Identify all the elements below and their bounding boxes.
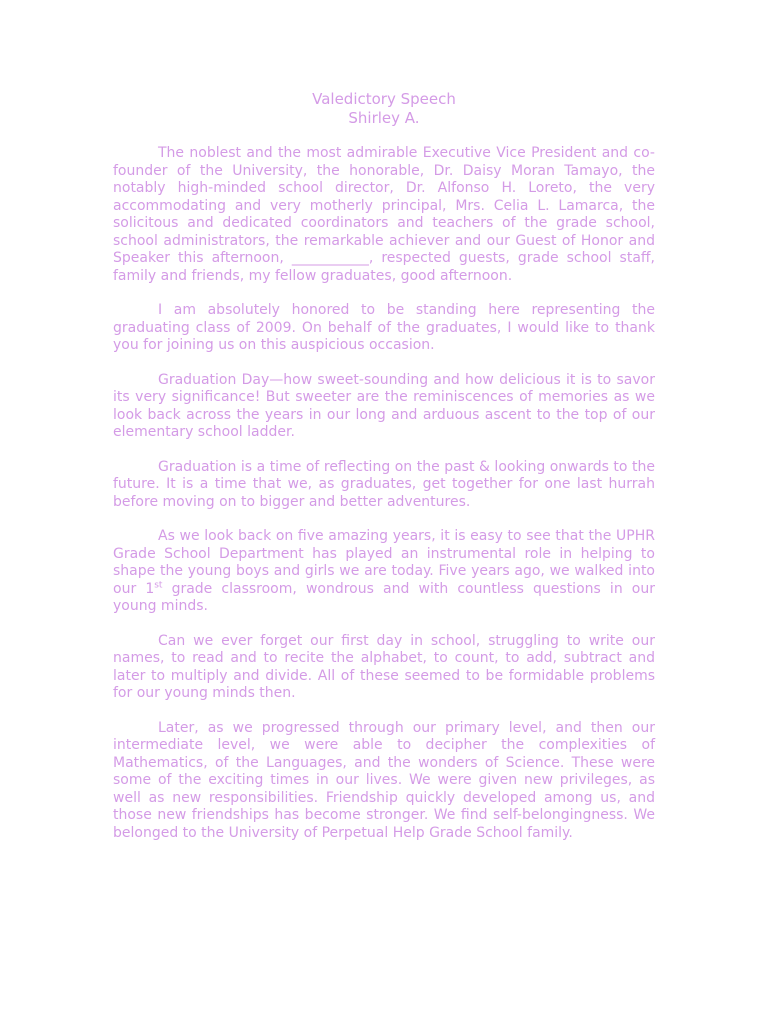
paragraph-5-part-1: As we look back on five amazing years, it is easy to see that the UPHR Grade School Department has played an instrumental role in helping to shape the young boys and girls we are today. Five years ago, we walked into our 1 [113,528,655,597]
paragraph-3: Graduation Day—how sweet-sounding and how delicious it is to savor its very significance! But sweeter are the reminiscences of memories as we look back across the years in our long and arduous ascent to the top of our elementary school ladder. [113,371,655,440]
paragraph-5 [113,528,655,616]
document-title: Valedictory Speech [312,90,456,108]
document-author: Shirley A. [348,109,420,127]
paragraph-5-part-2: grade classroom, wondrous and with countless questions in our young minds. [113,580,656,614]
paragraph-1: The noblest and the most admirable Executive Vice President and co-founder of the University, the honorable, Dr. Daisy Moran Tamayo, the notably high-minded school director, Dr. Alfonso H. Loreto, the very accommodating and very motherly principal, Mrs. Celia L. Lamarca, the solicitous and dedicated coordinators and teachers of the grade school, school administrators, the remarkable achiever and our Guest of Honor and Speaker this afternoon, ___________, respected guests, grade school staff, family and friends, my fellow graduates, good afternoon. [113,145,655,284]
paragraph-7: Later, as we progressed through our primary level, and then our intermediate level, we were able to decipher the complexities of Mathematics, of the Languages, and the wonders of Science. These were some of the exciting times in our lives. We were given new privileges, as well as new responsibilities. Friendship quickly developed among us, and those new friendships has become stronger. We find self-belongingness. We belonged to the University of Perpetual Help Grade School family. [113,719,655,841]
paragraph-2: I am absolutely honored to be standing here representing the graduating class of 2009. On behalf of the graduates, I would like to thank you for joining us on this auspicious occasion. [113,302,655,353]
paragraph-6: Can we ever forget our first day in school, struggling to write our names, to read and to recite the alphabet, to count, to add, subtract and later to multiply and divide. All of these seemed to be formidable problems for our young minds then. [113,632,655,701]
paragraph-4: Graduation is a time of reflecting on the past & looking onwards to the future. It is a time that we, as graduates, get together for one last hurrah before moving on to bigger and better adventures. [113,458,655,510]
ordinal-superscript: st [154,579,163,590]
